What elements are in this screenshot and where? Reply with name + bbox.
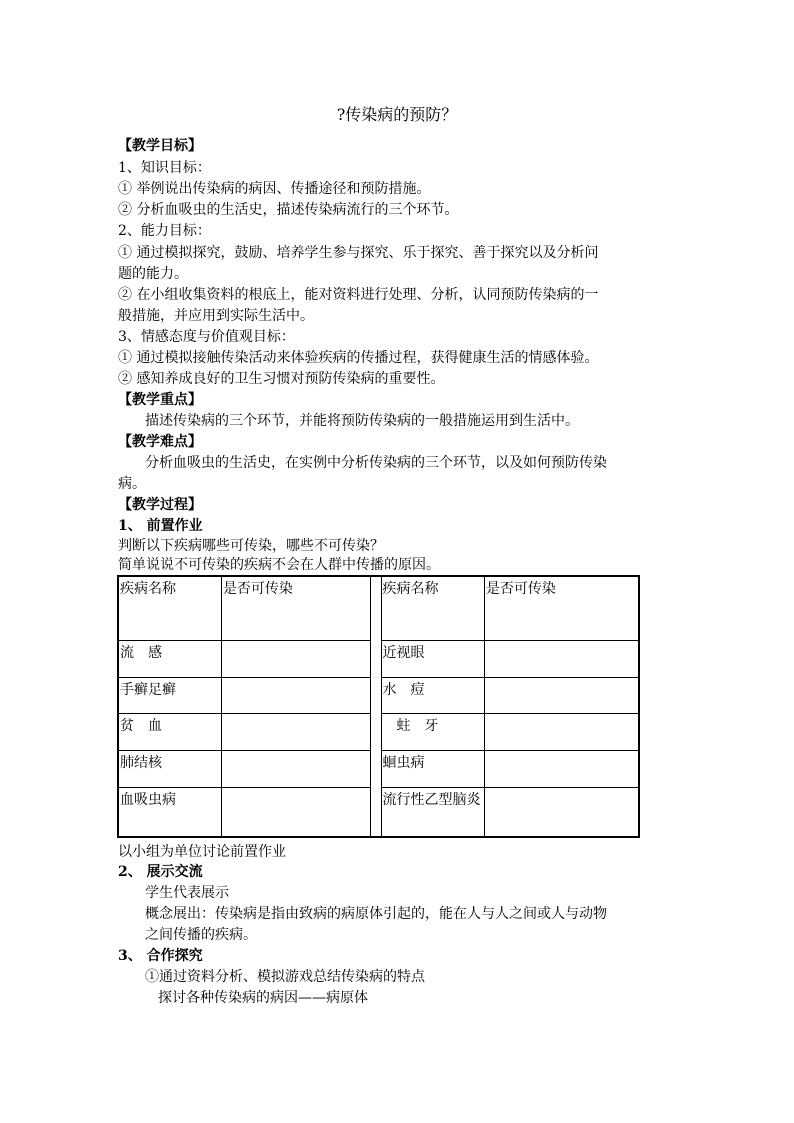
disease-cell: 近视眼 (381, 640, 484, 677)
table-gap-cell (371, 750, 381, 787)
table-row (118, 640, 639, 677)
emotion-item-2: ② 感知养成良好的卫生习惯对预防传染病的重要性。 (118, 371, 445, 387)
step-3-line-1: ①通过资料分析、模拟游戏总结传染病的特点 (145, 969, 425, 985)
answer-cell[interactable] (484, 750, 639, 787)
disease-cell: 水 痘 (381, 677, 484, 713)
step-1-question-1: 判断以下疾病哪些可传染，哪些不可传染？ (118, 538, 384, 554)
table-gap-cell (371, 713, 381, 750)
table-gap-cell (371, 640, 381, 677)
table-gap-cell (371, 677, 381, 713)
emotion-item-1: ① 通过模拟接触传染活动来体验疾病的传播过程，获得健康生活的情感体验。 (118, 350, 599, 366)
disease-cell: 肺结核 (118, 750, 221, 787)
answer-cell[interactable] (484, 713, 639, 750)
knowledge-item-1: ① 举例说出传染病的病因、传播途径和预防措施。 (118, 181, 431, 197)
answer-cell[interactable] (221, 713, 370, 750)
disease-cell: 流 感 (118, 640, 221, 677)
ability-item-2-line-2: 般措施，并应用到实际生活中。 (118, 308, 314, 324)
after-table-note: 以小组为单位讨论前置作业 (118, 844, 286, 860)
difficulty-line-1: 分析血吸虫的生活史，在实例中分析传染病的三个环节，以及如何预防传染 (145, 455, 607, 471)
disease-cell: 手癣足癣 (118, 677, 221, 713)
step-2-line-2: 概念展出：传染病是指由致病的病原体引起的，能在人与人之间或人与动物 (145, 906, 607, 922)
step-2-label: 2、 展示交流 (118, 864, 203, 880)
answer-cell[interactable] (221, 787, 370, 837)
answer-cell[interactable] (221, 750, 370, 787)
ability-label: 2、能力目标： (118, 223, 211, 239)
key-point-heading: 【教学重点】 (118, 392, 202, 408)
process-heading: 【教学过程】 (118, 497, 202, 513)
answer-cell[interactable] (221, 677, 370, 713)
key-point-text: 描述传染病的三个环节，并能将预防传染病的一般措施运用到生活中。 (145, 413, 579, 429)
difficulty-line-2: 病。 (118, 476, 146, 492)
emotion-label: 3、情感态度与价值观目标： (118, 329, 295, 345)
knowledge-item-2: ② 分析血吸虫的生活史，描述传染病流行的三个环节。 (118, 202, 459, 218)
step-2-line-1: 学生代表展示 (145, 885, 229, 901)
page-title: ?传染病的预防？ (336, 105, 458, 124)
header-disease-name-2: 疾病名称 (381, 576, 484, 640)
header-disease-name-1: 疾病名称 (118, 576, 221, 640)
answer-cell[interactable] (221, 640, 370, 677)
ability-item-1-line-1: ① 通过模拟探究，鼓励、培养学生参与探究、乐于探究、善于探究以及分析问 (118, 245, 599, 261)
disease-table (117, 575, 640, 838)
step-2-line-3: 之间传播的疾病。 (145, 927, 257, 943)
objectives-heading: 【教学目标】 (118, 138, 202, 154)
table-row (118, 677, 639, 713)
table-gap-cell (371, 787, 381, 837)
answer-cell[interactable] (484, 787, 639, 837)
table-row (118, 750, 639, 787)
ability-item-1-line-2: 题的能力。 (118, 266, 188, 282)
table-row (118, 787, 639, 837)
step-3-label: 3、 合作探究 (118, 948, 203, 964)
header-contagious-2: 是否可传染 (484, 576, 639, 640)
disease-cell: 蛀 牙 (381, 713, 484, 750)
disease-cell: 贫 血 (118, 713, 221, 750)
disease-cell: 血吸虫病 (118, 787, 221, 837)
step-3-line-2: 探讨各种传染病的病因——病原体 (158, 990, 368, 1006)
step-1-label: 1、 前置作业 (118, 518, 203, 534)
table-row (118, 713, 639, 750)
table-header-row (118, 576, 639, 640)
disease-cell: 蛔虫病 (381, 750, 484, 787)
knowledge-label: 1、知识目标： (118, 160, 211, 176)
step-1-question-2: 简单说说不可传染的疾病不会在人群中传播的原因。 (118, 557, 440, 573)
difficulty-heading: 【教学难点】 (118, 434, 202, 450)
answer-cell[interactable] (484, 640, 639, 677)
table-gap-cell (371, 576, 381, 640)
ability-item-2-line-1: ② 在小组收集资料的根底上，能对资料进行处理、分析，认同预防传染病的一 (118, 287, 599, 303)
answer-cell[interactable] (484, 677, 639, 713)
disease-cell: 流行性乙型脑炎 (381, 787, 484, 837)
header-contagious-1: 是否可传染 (221, 576, 370, 640)
